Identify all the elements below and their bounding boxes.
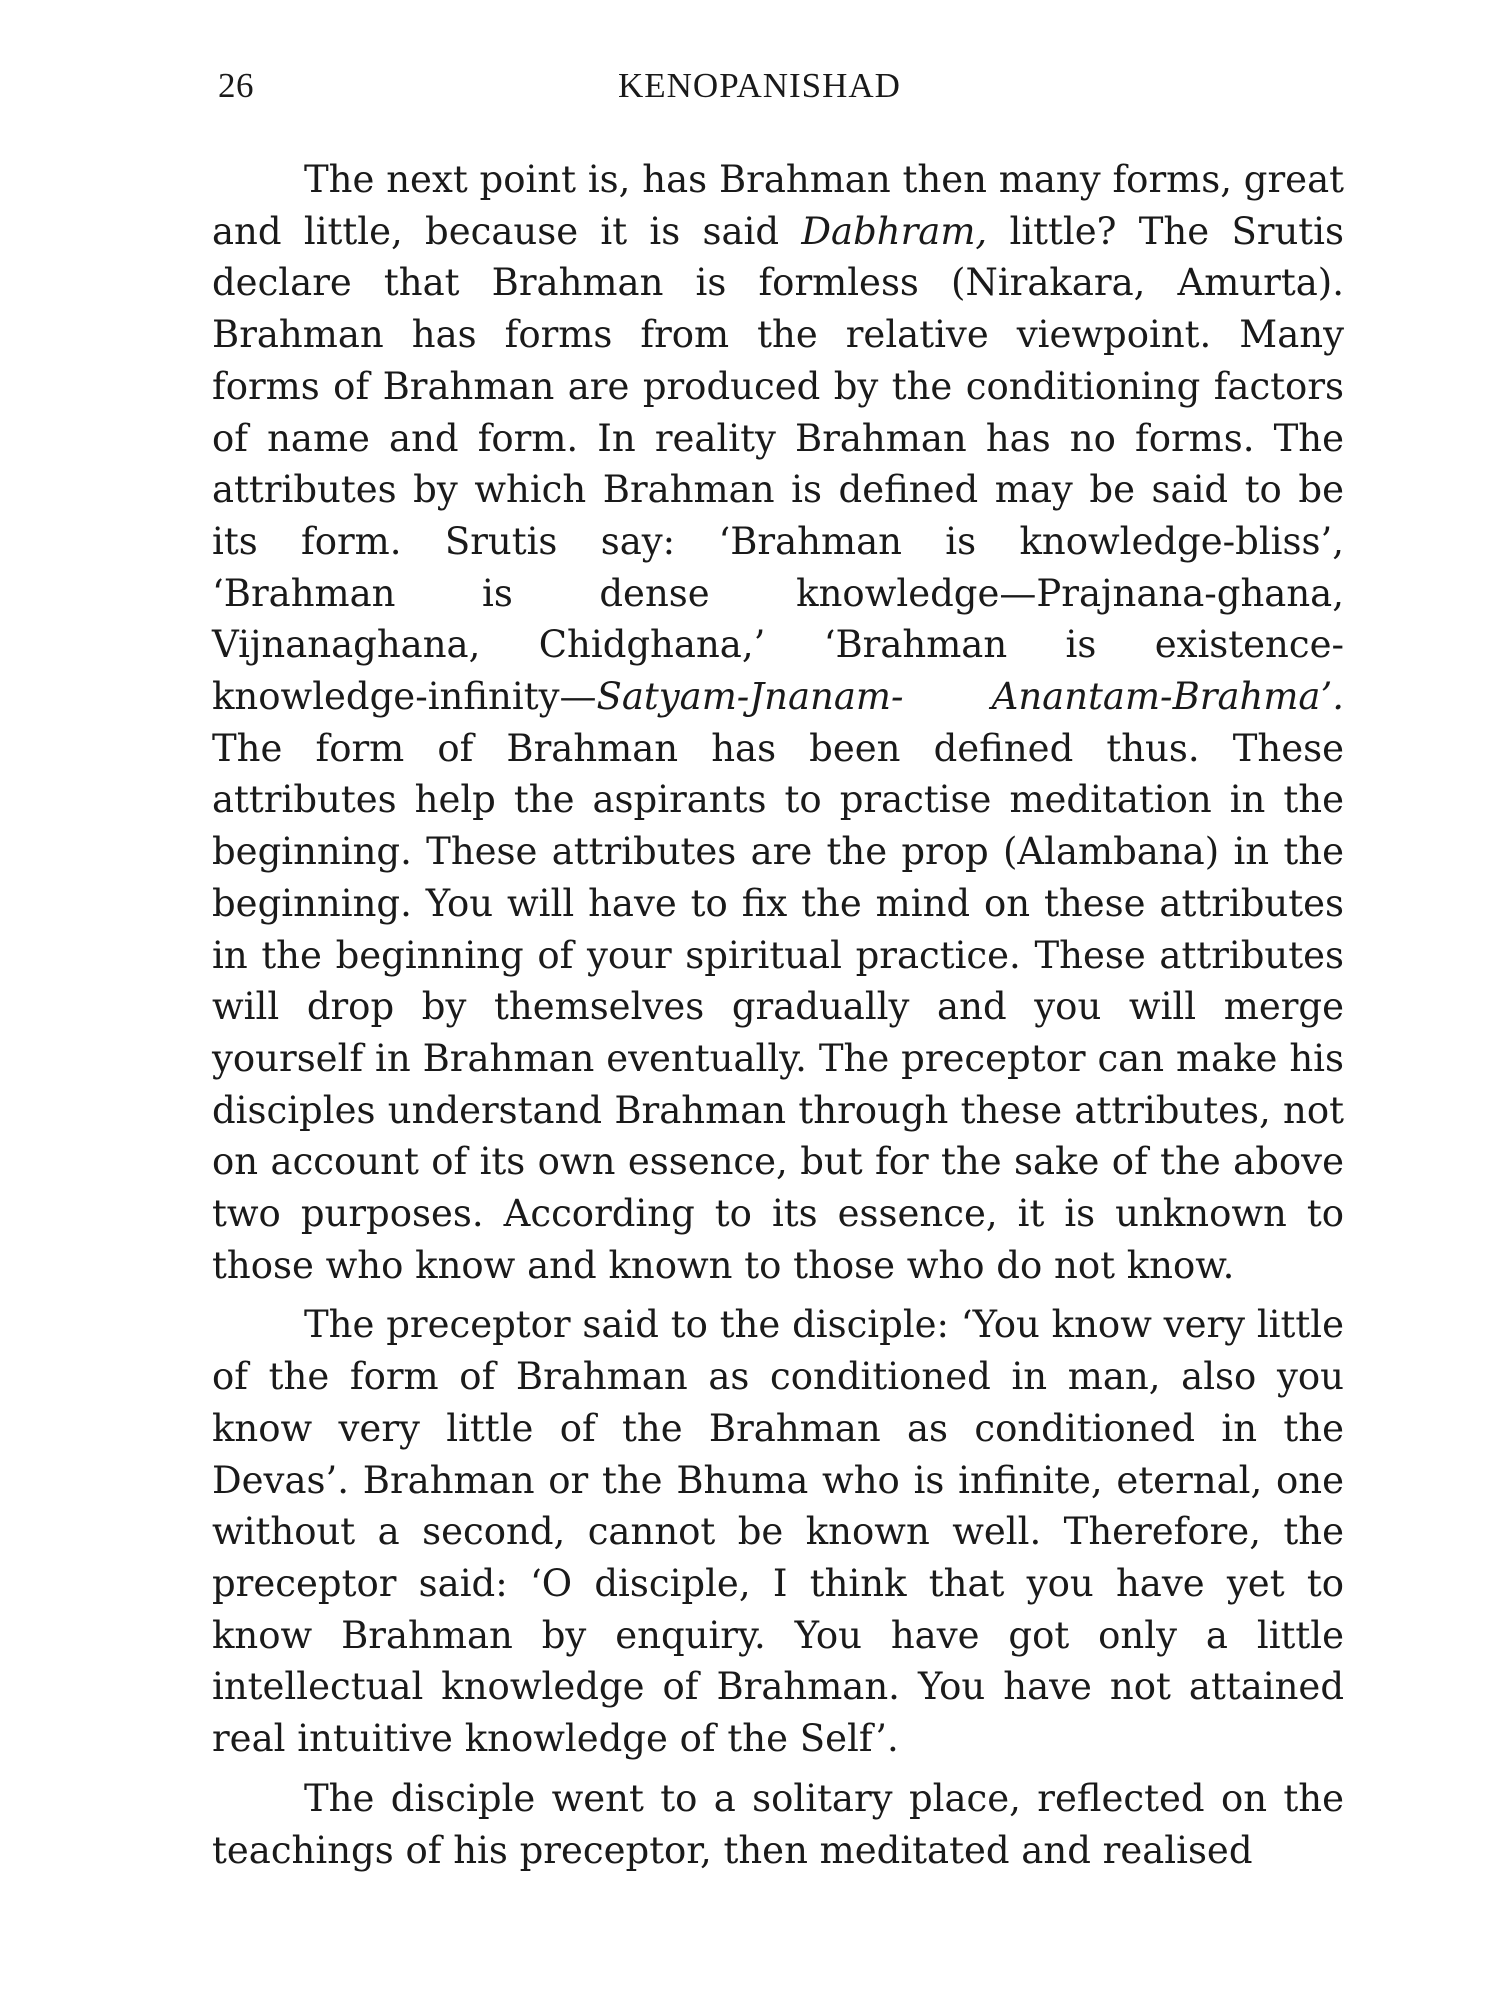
- paragraph-3: [212, 1773, 1344, 1876]
- italic-term-dabhram: Dabhram,: [801, 209, 988, 253]
- running-head: [218, 66, 1338, 112]
- italic-term-satyam: Satyam-Jnanam- Anantam-Brahma’.: [596, 675, 1344, 719]
- body-text: [212, 154, 1344, 1884]
- text-segment: The form of Brahman has been defined thus. These attributes help the aspirants to practise meditation in the beginning. These attributes are the prop (Alambana) in the beginning. You will have to fix the mind on these attributes in the beginning of your spiritual practice. These attributes will drop by themselves gradually and you will merge yourself in Brahman eventually. The preceptor can make his disciples understand Brahman through these attributes, not on account of its own essence, but for the sake of the above two purposes. According to its essence, it is unknown to those who know and known to those who do not know.: [212, 726, 1344, 1287]
- text-segment: little? The Srutis declare that Brahman is formless (Nirakara, Amurta). Brahman has forms from the relative viewpoint. Many forms of Brahman are produced by the conditioning factors of name and form. In reality Brahman has no forms. The attributes by which Brahman is defined may be said to be its form. Srutis say: ‘Brahman is knowledge-bliss’, ‘Brahman is dense knowledge—Prajnana-ghana, Vijnanaghana, Chidghana,’ ‘Brahman is existence-knowledge-infinity—: [212, 209, 1344, 719]
- text-segment: The disciple went to a solitary place, reflected on the teachings of his preceptor, then meditated and realised: [212, 1776, 1344, 1872]
- page-number: 26: [218, 66, 254, 105]
- text-segment: The next point is, has Brahman then many forms, great and little, because it is said: [212, 158, 1344, 253]
- running-title: KENOPANISHAD: [618, 66, 901, 105]
- paragraph-1: [212, 154, 1344, 1291]
- text-segment: The preceptor said to the disciple: ‘You know very little of the form of Brahman as conditioned in man, also you know very little of the Brahman as conditioned in the Devas’. Brahman or the Bhuma who is infinite, eternal, one without a second, cannot be known well. Therefore, the preceptor said: ‘O disciple, I think that you have yet to know Brahman by enquiry. You have got only a little intellectual knowledge of Brahman. You have not attained real intuitive knowledge of the Self’.: [212, 1303, 1344, 1761]
- paragraph-2: [212, 1299, 1344, 1764]
